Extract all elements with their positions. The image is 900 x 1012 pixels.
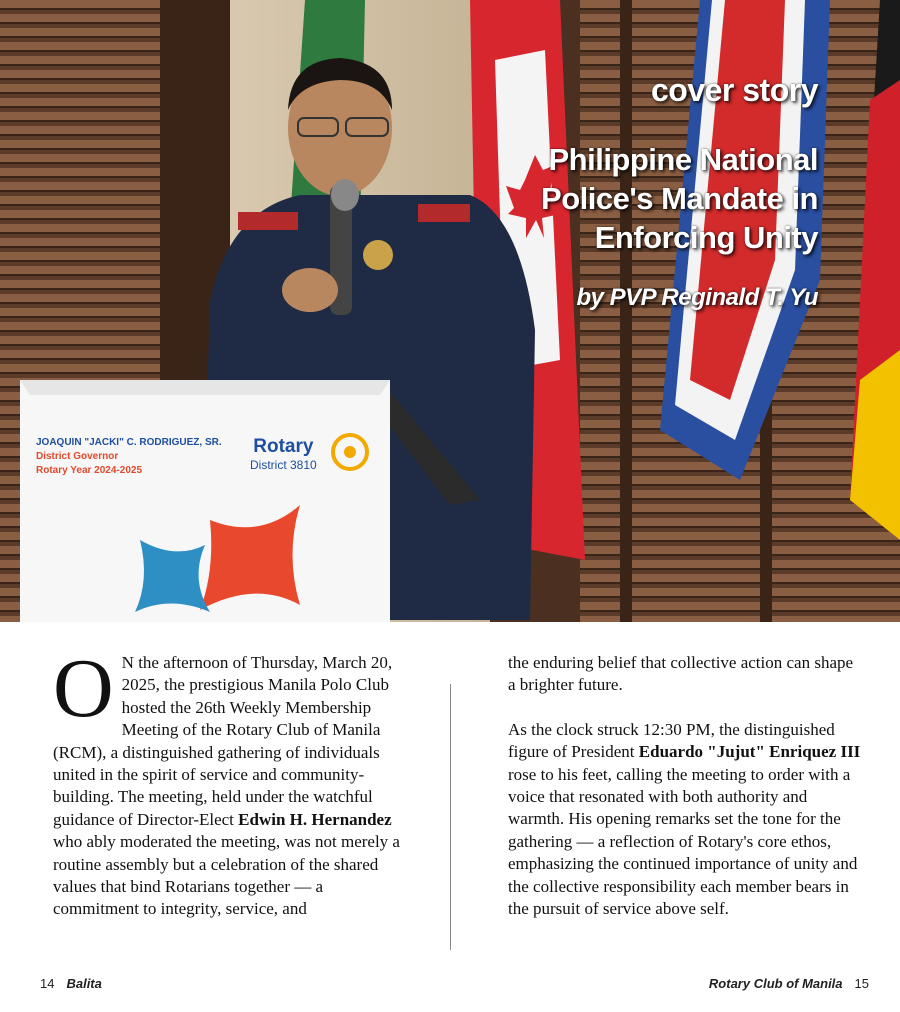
drop-cap: O	[53, 642, 114, 735]
podium-governor-role: District Governor	[36, 451, 119, 462]
section-kicker: cover story	[650, 72, 818, 108]
podium-rotary-wordmark: Rotary	[253, 436, 314, 457]
podium-banner-text	[36, 436, 222, 478]
article-text-segment: who ably moderated the meeting, was not merely a routine assembly but a celebration of the shared values that bind Rotarians together — a commitment to integrity, service, and	[53, 832, 400, 919]
article-byline: by PVP Reginald T. Yu	[576, 284, 818, 311]
footer-right	[709, 976, 869, 991]
president-name: Eduardo "Jujut" Enriquez III	[638, 742, 861, 762]
podium-rotary-logo-text	[250, 436, 317, 472]
publication-title: Balita	[66, 976, 102, 991]
article-column-left	[53, 642, 405, 921]
club-name: Rotary Club of Manila	[708, 976, 843, 991]
page-number-right: 15	[854, 976, 869, 991]
column-divider	[450, 684, 451, 950]
article-text-segment: As the clock struck 12:30 PM, the distinguished figure of President	[508, 719, 835, 762]
footer-left	[40, 976, 102, 991]
podium-governor-name: JOAQUIN "JACKI" C. RODRIGUEZ, SR.	[36, 437, 222, 448]
article-paragraph-2	[508, 719, 863, 921]
podium-district: District 3810	[250, 458, 317, 472]
article-text-segment: N the afternoon of Thursday, March 20, 2025, the prestigious Manila Polo Club hosted the 26th Weekly Membership Meeting of the Rotary Club of Manila (RCM), a distinguished gathering of individuals united in the spirit of service and community-building. The meeting, held under the watchful guidance of Director-Elect	[53, 653, 393, 829]
article-column-right	[508, 652, 863, 920]
article-headline: Philippine National Police's Mandate in Enforcing Unity	[541, 142, 818, 255]
article-paragraph-continued: the enduring belief that collective action can shape a brighter future.	[508, 653, 854, 695]
moderator-name: Edwin H. Hernandez	[238, 809, 392, 829]
article-text-segment: rose to his feet, calling the meeting to order with a voice that resonated with both authority and warmth. His opening remarks set the tone for the gathering — a reflection of Rotary's core ethos, emphasizing the continued importance of unity and the collective responsibility each member bears in the pursuit of service above self.	[508, 764, 858, 919]
podium-rotary-year: Rotary Year 2024-2025	[36, 465, 143, 476]
page-number-left: 14	[40, 976, 55, 991]
